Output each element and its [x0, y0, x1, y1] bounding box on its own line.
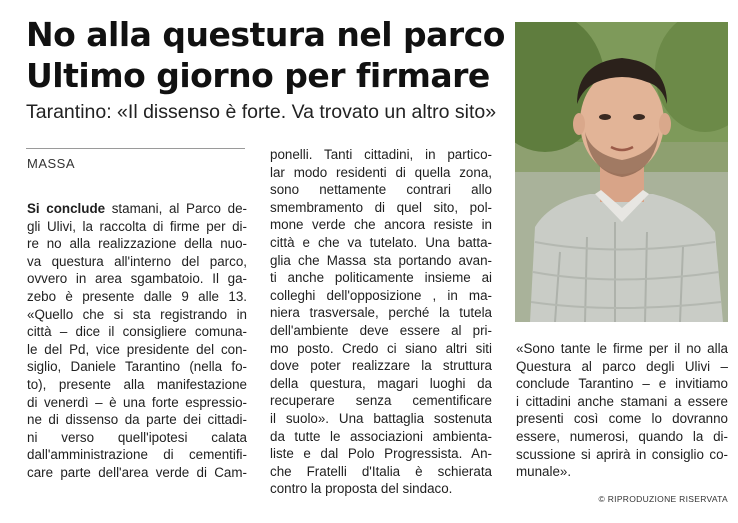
article-line: re no alla realizzazione della nuo-	[27, 236, 247, 252]
article-line: il suolo». Una battaglia sostenuta	[270, 410, 492, 426]
article-line: colleghi dell'opposizione , in ma-	[270, 287, 492, 303]
article-line: gli Ulivi, la raccolta di firme per di-	[27, 218, 247, 234]
article-line: dell'ambiente deve essere al pri-	[270, 322, 492, 338]
headline-line-1: No alla questura nel parco	[26, 15, 505, 54]
article-line: ni verso quell'ipotesi calata	[27, 429, 247, 445]
article-line: care parte dell'area verde di Cam-	[27, 464, 247, 480]
headline-line-2: Ultimo giorno per firmare	[26, 56, 490, 95]
article-line: città e che va tutelato. Una batta-	[270, 234, 492, 250]
caption-line: conclude Tarantino – e invitiamo	[516, 376, 728, 392]
article-line: ti anche politicamente insieme ai	[270, 270, 492, 286]
article-line: lar modo residenti di quella zona,	[270, 164, 492, 180]
article-line: va questura all'interno del parco,	[27, 253, 247, 269]
article-line: ne di dissenso da parte dei cittadi-	[27, 412, 247, 428]
article-line: ovvero in area sgambatoio. Il ga-	[27, 271, 247, 287]
article-line: sono nettamente contrari allo	[270, 182, 492, 198]
dateline-rule	[26, 148, 245, 149]
article-line: della questura, magari luoghi da	[270, 375, 492, 391]
article-column-2	[270, 146, 492, 498]
article-line: ponelli. Tanti cittadini, in partico-	[270, 147, 492, 162]
photo-caption	[516, 340, 728, 481]
article-line: mo posto. Credo ci siano altri siti	[270, 340, 492, 356]
article-line: le del Pd, vice presidente del con-	[27, 341, 247, 357]
lead-line-rest: stamani, al Parco de-	[105, 201, 247, 216]
caption-line: presenti così come lo dovranno	[516, 411, 728, 427]
article-line: zebo è presente dalle 9 alle 13.	[27, 288, 247, 304]
article-line: dall'amministrazione di cementifi-	[27, 447, 247, 463]
article-line: recuperare senza cementificare	[270, 393, 492, 409]
portrait-photo	[515, 22, 728, 322]
article-line: niera trasversale, perché la tutela	[270, 305, 492, 321]
copyright-notice: © RIPRODUZIONE RISERVATA	[598, 494, 728, 504]
article-column-1	[27, 200, 247, 482]
article-line: città – dice il consigliere comuna-	[27, 324, 247, 340]
headline	[26, 14, 506, 96]
article-line: di venerdì – è una forte espressio-	[27, 394, 247, 410]
article-line: liste e dal Polo Progressista. An-	[270, 446, 492, 462]
article-line: to), presente alla manifestazione	[27, 376, 247, 392]
caption-line: «Sono tante le firme per il no alla	[516, 341, 728, 356]
caption-line: Questura al parco degli Ulivi –	[516, 358, 728, 374]
dateline: MASSA	[27, 156, 76, 171]
lead-words: Si conclude	[27, 201, 106, 216]
article-line: mone verde che ancora resiste in	[270, 217, 492, 233]
subheadline: Tarantino: «Il dissenso è forte. Va trovato un altro sito»	[26, 101, 497, 123]
article-line	[27, 200, 247, 218]
caption-line: scussione si aprirà in consiglio co-	[516, 446, 728, 462]
caption-line: i cittadini anche stamani a essere	[516, 393, 728, 409]
article-line: glia che Massa sta portando avan-	[270, 252, 492, 268]
article-line: contro la proposta del sindaco.	[270, 481, 453, 497]
article-line: che Fratelli d'Italia è schierata	[270, 463, 492, 479]
caption-line: munale».	[516, 464, 572, 480]
caption-line: essere, numerosi, quando la di-	[516, 428, 728, 444]
article-line: da tutte le associazioni ambienta-	[270, 428, 492, 444]
article-line: dove poter realizzare la struttura	[270, 358, 492, 374]
article-line: smembramento di quel sito, pol-	[270, 199, 492, 215]
article-line: «Quello che si sta registrando in	[27, 306, 247, 322]
article-line: siglio, Daniele Tarantino (nella fo-	[27, 359, 247, 375]
